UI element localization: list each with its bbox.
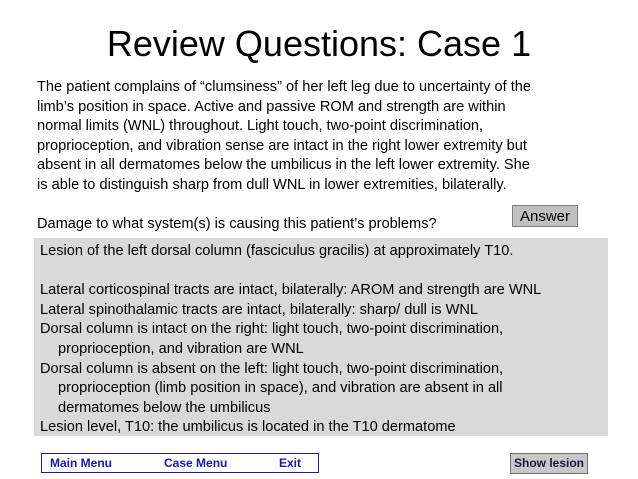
answer-line: Lateral corticospinal tracts are intact, bilaterally: AROM and strength are WNL — [40, 282, 542, 299]
question-line: normal limits (WNL) throughout. Light touch, two-point discrimination, — [37, 118, 484, 135]
answer-line: Dorsal column is absent on the left: light touch, two-point discrimination, — [40, 360, 504, 377]
nav-bar — [41, 453, 319, 473]
question-line: limb’s position in space. Active and passive ROM and strength are within — [37, 98, 506, 115]
question-line: proprioception, and vibration sense are intact in the right lower extremity but — [37, 137, 527, 154]
question-line: absent in all dermatomes below the umbilicus in the left lower extremity. She — [37, 157, 530, 174]
show-lesion-button[interactable]: Show lesion — [510, 453, 588, 474]
question-line: is able to distinguish sharp from dull WNL in lower extremities, bilaterally. — [37, 176, 507, 193]
answer-line: Lateral spinothalamic tracts are intact, bilaterally: sharp/ dull is WNL — [40, 301, 478, 318]
slide-title: Review Questions: Case 1 — [106, 23, 532, 64]
answer-line: Lesion level, T10: the umbilicus is located in the T10 dermatome — [40, 419, 456, 436]
main-menu-link[interactable]: Main Menu — [50, 456, 112, 470]
answer-panel — [34, 238, 608, 436]
answer-summary: Lesion of the left dorsal column (fasciculus gracilis) at approximately T10. — [40, 243, 514, 259]
question-line: The patient complains of “clumsiness” of her left leg due to uncertainty of the — [37, 79, 532, 95]
case-menu-link[interactable]: Case Menu — [164, 456, 228, 470]
answer-button[interactable]: Answer — [512, 205, 578, 227]
answer-line-indent: dermatomes below the umbilicus — [58, 399, 271, 416]
answer-line-indent: proprioception, and vibration are WNL — [58, 340, 304, 357]
question-prompt: Damage to what system(s) is causing this patient’s problems? — [37, 216, 437, 233]
exit-link[interactable]: Exit — [279, 456, 302, 470]
answer-line: Dorsal column is intact on the right: light touch, two-point discrimination, — [40, 321, 504, 338]
answer-line-indent: proprioception (limb position in space), and vibration are absent in all — [58, 380, 503, 397]
